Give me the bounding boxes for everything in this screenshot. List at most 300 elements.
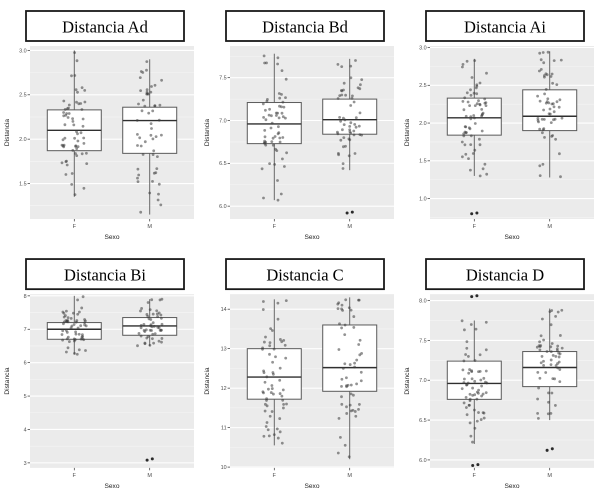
jitter-point	[336, 303, 339, 306]
jitter-point	[469, 393, 472, 396]
jitter-point	[555, 364, 558, 367]
y-tick-label: 12	[220, 386, 227, 393]
jitter-point	[462, 100, 465, 103]
jitter-point	[357, 408, 360, 411]
jitter-point	[280, 193, 283, 196]
jitter-point	[145, 60, 148, 63]
jitter-point	[262, 391, 265, 394]
jitter-point	[479, 104, 482, 107]
jitter-point	[277, 199, 280, 202]
y-tick-label: 8	[23, 293, 27, 300]
jitter-point	[354, 410, 357, 413]
jitter-point	[549, 113, 552, 116]
jitter-point	[78, 311, 81, 314]
jitter-point	[278, 97, 281, 100]
outlier-point	[475, 212, 478, 215]
jitter-point	[139, 310, 142, 313]
jitter-point	[266, 421, 269, 424]
jitter-point	[341, 128, 344, 131]
jitter-point	[337, 452, 340, 455]
jitter-point	[71, 117, 74, 120]
jitter-point	[262, 197, 265, 200]
jitter-point	[160, 79, 163, 82]
x-tick-label: M	[347, 224, 353, 230]
jitter-point	[262, 308, 265, 311]
jitter-point	[146, 315, 149, 318]
jitter-point	[358, 125, 361, 128]
jitter-point	[340, 327, 343, 330]
jitter-point	[64, 314, 67, 317]
jitter-point	[281, 158, 284, 161]
jitter-point	[280, 105, 283, 108]
jitter-point	[546, 100, 549, 103]
jitter-point	[353, 362, 356, 365]
jitter-point	[345, 405, 348, 408]
jitter-point	[155, 309, 158, 312]
jitter-point	[474, 122, 477, 125]
jitter-point	[273, 163, 276, 166]
jitter-point	[476, 420, 479, 423]
jitter-point	[473, 92, 476, 95]
jitter-point	[341, 378, 344, 381]
jitter-point	[82, 137, 85, 140]
jitter-point	[471, 377, 474, 380]
jitter-point	[348, 306, 351, 309]
y-tick-label: 7.5	[219, 75, 227, 82]
jitter-point	[342, 145, 345, 148]
jitter-point	[268, 108, 271, 111]
jitter-point	[71, 149, 74, 152]
jitter-point	[550, 350, 553, 353]
jitter-point	[276, 63, 279, 66]
jitter-point	[359, 133, 362, 136]
jitter-point	[348, 125, 351, 128]
jitter-point	[348, 455, 351, 458]
jitter-point	[281, 136, 284, 139]
boxplot-chart	[400, 0, 600, 248]
jitter-point	[542, 51, 545, 54]
jitter-point	[63, 312, 66, 315]
jitter-point	[466, 413, 469, 416]
jitter-point	[466, 60, 469, 63]
jitter-point	[549, 108, 552, 111]
jitter-point	[539, 344, 542, 347]
jitter-point	[136, 177, 139, 180]
jitter-point	[282, 101, 285, 104]
outlier-point	[470, 212, 473, 215]
jitter-point	[545, 72, 548, 75]
jitter-point	[351, 95, 354, 98]
jitter-point	[552, 354, 555, 357]
jitter-point	[83, 187, 86, 190]
outlier-point	[471, 464, 474, 467]
jitter-point	[152, 153, 155, 156]
jitter-point	[137, 103, 140, 106]
jitter-point	[549, 345, 552, 348]
jitter-point	[475, 87, 478, 90]
jitter-point	[465, 406, 468, 409]
jitter-point	[560, 309, 563, 312]
jitter-point	[150, 298, 153, 301]
jitter-point	[151, 110, 154, 113]
jitter-point	[468, 368, 471, 371]
jitter-point	[536, 371, 539, 374]
x-tick-label: F	[272, 224, 276, 230]
jitter-point	[542, 163, 545, 166]
jitter-point	[266, 98, 269, 101]
y-tick-label: 6.0	[419, 457, 427, 464]
jitter-point	[264, 403, 267, 406]
jitter-point	[470, 323, 473, 326]
outlier-point	[476, 463, 479, 466]
x-tick-label: M	[147, 224, 153, 230]
jitter-point	[271, 410, 274, 413]
jitter-point	[153, 325, 156, 328]
axis-title-y: Distancia	[404, 367, 411, 395]
jitter-point	[551, 73, 554, 76]
jitter-point	[62, 114, 65, 117]
outlier-point	[546, 449, 549, 452]
jitter-point	[261, 348, 264, 351]
jitter-point	[263, 129, 266, 132]
jitter-point	[479, 175, 482, 178]
jitter-point	[159, 204, 162, 207]
jitter-point	[343, 362, 346, 365]
jitter-point	[160, 134, 163, 137]
y-tick-label: 3.0	[19, 48, 27, 55]
jitter-point	[276, 179, 279, 182]
subplot-title: Distancia D	[465, 265, 545, 285]
boxplot-chart	[200, 0, 400, 248]
y-tick-label: 2.5	[19, 92, 27, 99]
jitter-point	[61, 161, 64, 164]
jitter-point	[340, 89, 343, 92]
jitter-point	[485, 370, 488, 373]
jitter-point	[153, 172, 156, 175]
jitter-point	[357, 343, 360, 346]
jitter-point	[547, 391, 550, 394]
jitter-point	[558, 380, 561, 383]
jitter-point	[149, 308, 152, 311]
boxplot-chart	[400, 248, 600, 497]
jitter-point	[65, 310, 68, 313]
jitter-point	[350, 76, 353, 79]
jitter-point	[550, 412, 553, 415]
jitter-point	[271, 387, 274, 390]
jitter-point	[159, 104, 162, 107]
boxplot-chart	[0, 0, 200, 248]
y-tick-label: 3.0	[419, 45, 427, 52]
jitter-point	[550, 135, 553, 138]
jitter-point	[147, 301, 150, 304]
jitter-point	[463, 328, 466, 331]
y-tick-label: 14	[220, 307, 227, 314]
jitter-point	[480, 108, 483, 111]
jitter-point	[262, 116, 265, 119]
jitter-point	[552, 118, 555, 121]
jitter-point	[73, 338, 76, 341]
jitter-point	[267, 428, 270, 431]
jitter-point	[550, 121, 553, 124]
jitter-point	[280, 93, 283, 96]
jitter-point	[540, 361, 543, 364]
jitter-point	[541, 131, 544, 134]
jitter-point	[149, 344, 152, 347]
x-tick-label: M	[547, 224, 553, 230]
jitter-point	[265, 118, 268, 121]
jitter-point	[542, 339, 545, 342]
jitter-point	[136, 344, 139, 347]
jitter-point	[263, 435, 266, 438]
jitter-point	[85, 152, 88, 155]
jitter-point	[355, 126, 358, 129]
jitter-point	[342, 162, 345, 165]
jitter-point	[485, 72, 488, 75]
jitter-point	[61, 329, 64, 332]
subplot-title: Distancia Bi	[64, 265, 146, 285]
jitter-point	[77, 140, 80, 143]
jitter-point	[539, 377, 542, 380]
y-tick-label: 2.5	[419, 83, 427, 90]
jitter-point	[150, 134, 153, 137]
jitter-point	[358, 353, 361, 356]
jitter-point	[152, 342, 155, 345]
jitter-point	[477, 411, 480, 414]
jitter-point	[464, 125, 467, 128]
jitter-point	[144, 342, 147, 345]
y-tick-label: 5	[23, 393, 27, 400]
jitter-point	[467, 372, 470, 375]
jitter-point	[547, 51, 550, 54]
jitter-point	[538, 128, 541, 131]
jitter-point	[484, 163, 487, 166]
jitter-point	[467, 157, 470, 160]
jitter-point	[537, 417, 540, 420]
jitter-point	[158, 119, 161, 122]
jitter-point	[354, 415, 357, 418]
jitter-point	[473, 409, 476, 412]
jitter-point	[161, 298, 164, 301]
jitter-point	[140, 335, 143, 338]
jitter-point	[358, 403, 361, 406]
jitter-point	[82, 125, 85, 128]
jitter-point	[265, 62, 268, 65]
jitter-point	[142, 99, 145, 102]
jitter-point	[141, 109, 144, 112]
x-tick-label: F	[272, 472, 276, 479]
jitter-point	[485, 101, 488, 104]
jitter-point	[353, 366, 356, 369]
jitter-point	[151, 180, 154, 183]
jitter-point	[85, 324, 88, 327]
jitter-point	[556, 345, 559, 348]
jitter-point	[143, 329, 146, 332]
axis-title-y: Distancia	[4, 118, 11, 147]
jitter-point	[265, 425, 268, 428]
jitter-point	[82, 118, 85, 121]
jitter-point	[476, 391, 479, 394]
jitter-point	[344, 444, 347, 447]
jitter-point	[67, 320, 70, 323]
jitter-point	[480, 418, 483, 421]
jitter-point	[265, 375, 268, 378]
jitter-point	[284, 96, 287, 99]
y-tick-label: 6.5	[419, 417, 427, 424]
jitter-point	[264, 135, 267, 138]
jitter-point	[469, 421, 472, 424]
jitter-point	[281, 399, 284, 402]
jitter-point	[76, 353, 79, 356]
jitter-point	[359, 83, 362, 86]
jitter-point	[342, 367, 345, 370]
jitter-point	[78, 348, 81, 351]
jitter-point	[281, 69, 284, 72]
jitter-point	[353, 101, 356, 104]
jitter-point	[70, 74, 73, 77]
jitter-point	[272, 373, 275, 376]
axis-title-x: Sexo	[304, 234, 320, 241]
jitter-point	[159, 329, 162, 332]
jitter-point	[360, 78, 363, 81]
jitter-point	[342, 136, 345, 139]
jitter-point	[543, 93, 546, 96]
jitter-point	[274, 355, 277, 358]
jitter-point	[541, 118, 544, 121]
jitter-point	[155, 167, 158, 170]
jitter-point	[465, 347, 468, 350]
jitter-point	[277, 318, 280, 321]
jitter-point	[143, 105, 146, 108]
jitter-point	[154, 332, 157, 335]
x-tick-label: M	[347, 472, 353, 479]
jitter-point	[542, 364, 545, 367]
jitter-point	[544, 371, 547, 374]
jitter-point	[136, 144, 139, 147]
jitter-point	[77, 327, 80, 330]
jitter-point	[485, 104, 488, 107]
jitter-point	[148, 192, 151, 195]
jitter-point	[473, 380, 476, 383]
jitter-point	[265, 399, 268, 402]
jitter-point	[270, 127, 273, 130]
jitter-point	[540, 334, 543, 337]
jitter-point	[558, 152, 561, 155]
jitter-point	[359, 339, 362, 342]
jitter-point	[152, 321, 155, 324]
jitter-point	[281, 112, 284, 115]
y-tick-label: 3	[23, 460, 27, 467]
jitter-point	[72, 120, 75, 123]
outlier-point	[470, 295, 473, 298]
jitter-point	[479, 379, 482, 382]
jitter-point	[137, 180, 140, 183]
jitter-point	[273, 348, 276, 351]
jitter-point	[349, 404, 352, 407]
jitter-point	[273, 433, 276, 436]
jitter-point	[338, 417, 341, 420]
jitter-point	[485, 348, 488, 351]
jitter-point	[549, 310, 552, 313]
jitter-point	[351, 97, 354, 100]
jitter-point	[279, 430, 282, 433]
jitter-point	[160, 341, 163, 344]
jitter-point	[269, 341, 272, 344]
axis-title-x: Sexo	[504, 482, 520, 490]
jitter-point	[80, 338, 83, 341]
jitter-point	[65, 160, 68, 163]
jitter-point	[344, 94, 347, 97]
jitter-point	[147, 112, 150, 115]
jitter-point	[348, 128, 351, 131]
jitter-point	[538, 52, 541, 55]
jitter-point	[352, 326, 355, 329]
jitter-point	[62, 100, 65, 103]
jitter-point	[81, 86, 84, 89]
jitter-point	[340, 403, 343, 406]
jitter-point	[79, 102, 82, 105]
jitter-point	[75, 147, 78, 150]
jitter-point	[471, 76, 474, 79]
axis-title-y: Distancia	[204, 367, 211, 395]
axis-title-y: Distancia	[404, 118, 411, 147]
jitter-point	[359, 112, 362, 115]
jitter-point	[536, 346, 539, 349]
jitter-point	[67, 316, 70, 319]
jitter-point	[536, 95, 539, 98]
jitter-point	[285, 403, 288, 406]
jitter-point	[281, 442, 284, 445]
jitter-point	[538, 164, 541, 167]
jitter-point	[274, 135, 277, 138]
jitter-point	[553, 105, 556, 108]
jitter-point	[264, 381, 267, 384]
jitter-point	[551, 377, 554, 380]
jitter-point	[261, 167, 264, 170]
jitter-point	[461, 319, 464, 322]
jitter-point	[463, 402, 466, 405]
jitter-point	[83, 142, 86, 145]
jitter-point	[545, 88, 548, 91]
jitter-point	[283, 165, 286, 168]
jitter-point	[481, 113, 484, 116]
boxplot-chart	[200, 248, 400, 497]
jitter-point	[554, 315, 557, 318]
jitter-point	[540, 58, 543, 61]
jitter-point	[539, 174, 542, 177]
jitter-point	[62, 111, 65, 114]
boxplot-chart	[0, 248, 200, 497]
jitter-point	[475, 92, 478, 95]
outlier-point	[146, 459, 149, 462]
jitter-point	[61, 333, 64, 336]
jitter-point	[537, 121, 540, 124]
jitter-point	[352, 130, 355, 133]
jitter-point	[340, 94, 343, 97]
box	[123, 107, 177, 153]
jitter-point	[74, 152, 77, 155]
jitter-point	[83, 89, 86, 92]
jitter-point	[553, 59, 556, 62]
jitter-point	[278, 379, 281, 382]
x-tick-label: F	[72, 472, 76, 479]
jitter-point	[268, 162, 271, 165]
jitter-point	[75, 130, 78, 133]
jitter-point	[551, 392, 554, 395]
jitter-point	[462, 135, 465, 138]
jitter-point	[74, 193, 77, 196]
jitter-point	[350, 309, 353, 312]
jitter-point	[279, 338, 282, 341]
